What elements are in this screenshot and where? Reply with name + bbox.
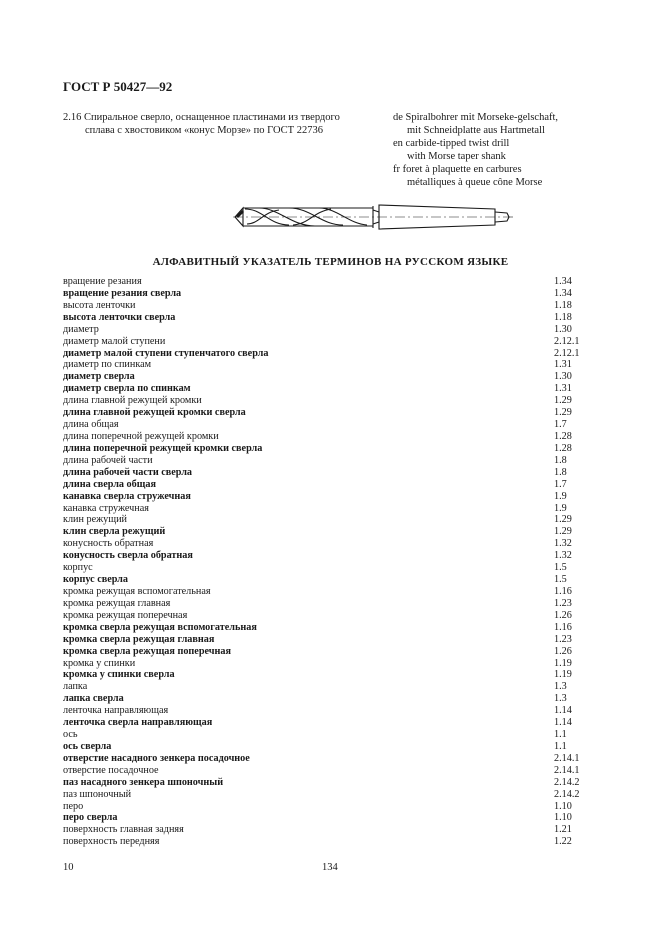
- index-term: канавка стружечная: [63, 502, 149, 514]
- index-reference: 1.29: [554, 526, 572, 538]
- index-entry: [63, 598, 593, 610]
- index-reference: 1.9: [554, 502, 567, 514]
- index-term: кромка сверла режущая поперечная: [63, 645, 231, 657]
- translation-line: fr foret à plaquette en carbures: [393, 164, 522, 175]
- index-reference: 1.8: [554, 454, 567, 466]
- index-reference: 2.14.1: [554, 752, 580, 764]
- index-reference: 1.18: [554, 299, 572, 311]
- index-term: диаметр малой ступени: [63, 335, 166, 347]
- index-term: длина рабочей части: [63, 454, 153, 466]
- index-reference: 1.32: [554, 550, 572, 562]
- index-reference: 1.1: [554, 740, 567, 752]
- index-term: отверстие насадного зенкера посадочное: [63, 752, 250, 764]
- index-term: длина главной режущей кромки: [63, 395, 202, 407]
- index-entry: [63, 419, 593, 431]
- index-term: длина главной режущей кромки сверла: [63, 407, 246, 419]
- index-reference: 1.28: [554, 430, 572, 442]
- index-entry: [63, 359, 593, 371]
- index-reference: 1.23: [554, 633, 572, 645]
- index-entry: [63, 491, 593, 503]
- footer-left-number: 10: [63, 862, 74, 873]
- index-reference: 1.7: [554, 419, 567, 431]
- document-header-title: ГОСТ Р 50427—92: [63, 79, 173, 94]
- index-term: кромка режущая вспомогательная: [63, 585, 211, 597]
- index-entry: [63, 717, 593, 729]
- term-entry-2-16: [63, 111, 383, 137]
- term-definition-line-2: сплава с хвостовиком «конус Морзе» по ГОСТ 22736: [85, 125, 323, 136]
- index-entry: [63, 276, 593, 288]
- index-entry: [63, 681, 593, 693]
- index-reference: 1.10: [554, 812, 572, 824]
- index-reference: 1.16: [554, 585, 572, 597]
- index-entry: [63, 383, 593, 395]
- index-entry: [63, 407, 593, 419]
- index-reference: 1.26: [554, 645, 572, 657]
- index-term: вращение резания сверла: [63, 287, 182, 299]
- index-reference: 1.29: [554, 514, 572, 526]
- index-reference: 1.19: [554, 657, 572, 669]
- index-term: длина поперечной режущей кромки: [63, 430, 219, 442]
- translation-line: en carbide-tipped twist drill: [393, 138, 510, 149]
- index-term: диаметр: [63, 323, 99, 335]
- index-entry: [63, 550, 593, 562]
- index-reference: 1.14: [554, 717, 572, 729]
- index-entry: [63, 467, 593, 479]
- translation-line: métalliques à queue cône Morse: [407, 177, 543, 188]
- index-reference: 1.8: [554, 466, 567, 478]
- term-definition-line-1: Спиральное сверло, оснащенное пластинами из твердого: [84, 112, 340, 123]
- index-reference: 1.28: [554, 442, 572, 454]
- index-reference: 1.3: [554, 693, 567, 705]
- index-entry: [63, 431, 593, 443]
- index-reference: 1.22: [554, 836, 572, 848]
- index-reference: 1.29: [554, 395, 572, 407]
- index-reference: 2.14.2: [554, 788, 580, 800]
- index-entry: [63, 324, 593, 336]
- index-reference: 1.26: [554, 609, 572, 621]
- index-reference: 1.18: [554, 311, 572, 323]
- index-term: перо: [63, 800, 84, 812]
- index-term: ось: [63, 729, 78, 741]
- term-number: 2.16: [63, 112, 82, 123]
- index-entry: [63, 395, 593, 407]
- index-entry: [63, 300, 593, 312]
- index-entry: [63, 503, 593, 515]
- index-term: ось сверла: [63, 740, 112, 752]
- index-term: диаметр малой ступени ступенчатого сверла: [63, 347, 269, 359]
- index-term: длина поперечной режущей кромки сверла: [63, 442, 263, 454]
- index-entry: [63, 765, 593, 777]
- index-reference: 1.1: [554, 729, 567, 741]
- index-term: конусность сверла обратная: [63, 550, 193, 562]
- index-entry: [63, 526, 593, 538]
- index-entry: [63, 801, 593, 813]
- index-entry: [63, 443, 593, 455]
- drill-illustration: [233, 196, 515, 238]
- term-entry-line-1: [63, 111, 383, 124]
- index-reference: 1.31: [554, 359, 572, 371]
- index-reference: 2.12.1: [554, 335, 580, 347]
- index-term: отверстие посадочное: [63, 764, 159, 776]
- index-entry: [63, 610, 593, 622]
- index-reference: 1.9: [554, 490, 567, 502]
- index-entry: [63, 538, 593, 550]
- index-term: длина рабочей части сверла: [63, 466, 193, 478]
- index-reference: 1.34: [554, 276, 572, 287]
- index-term: длина общая: [63, 419, 119, 431]
- index-term: перо сверла: [63, 812, 118, 824]
- alphabetical-index-heading: АЛФАВИТНЫЙ УКАЗАТЕЛЬ ТЕРМИНОВ НА РУССКОМ ЯЗЫКЕ: [152, 256, 509, 268]
- index-entry: [63, 622, 593, 634]
- index-entry: [63, 729, 593, 741]
- index-entry: [63, 824, 593, 836]
- index-term: клин сверла режущий: [63, 526, 166, 538]
- index-term: длина сверла общая: [63, 478, 156, 490]
- index-entry: [63, 693, 593, 705]
- index-entry: [63, 705, 593, 717]
- index-reference: 2.14.2: [554, 776, 580, 788]
- index-term: высота ленточки сверла: [63, 311, 176, 323]
- index-entry: [63, 288, 593, 300]
- index-term: ленточка сверла направляющая: [63, 717, 213, 729]
- index-entry: [63, 336, 593, 348]
- page-number: 134: [322, 862, 338, 873]
- index-term: кромка режущая поперечная: [63, 609, 188, 621]
- index-reference: 2.12.1: [554, 347, 580, 359]
- index-entry: [63, 836, 593, 848]
- index-term: кромка сверла режущая вспомогательная: [63, 621, 257, 633]
- index-term: поверхность главная задняя: [63, 824, 184, 836]
- index-entry: [63, 812, 593, 824]
- index-entry: [63, 586, 593, 598]
- index-reference: 1.5: [554, 574, 567, 586]
- index-reference: 1.30: [554, 371, 572, 383]
- index-term: лапка сверла: [63, 693, 124, 705]
- index-term: паз шпоночный: [63, 788, 132, 800]
- index-entry: [63, 741, 593, 753]
- index-term: кромка у спинки: [63, 657, 136, 669]
- index-term: диаметр по спинкам: [63, 359, 152, 371]
- index-term: кромка у спинки сверла: [63, 669, 175, 681]
- index-term: паз насадного зенкера шпоночный: [63, 776, 224, 788]
- index-entry: [63, 669, 593, 681]
- index-term: диаметр сверла: [63, 371, 135, 383]
- index-reference: 1.5: [554, 562, 567, 574]
- index-entry: [63, 348, 593, 360]
- index-reference: 1.19: [554, 669, 572, 681]
- index-reference: 1.34: [554, 287, 572, 299]
- index-reference: 2.14.1: [554, 764, 580, 776]
- index-term: лапка: [63, 681, 88, 693]
- index-term: корпус сверла: [63, 574, 128, 586]
- translation-line: with Morse taper shank: [407, 151, 506, 162]
- index-reference: 1.10: [554, 800, 572, 812]
- index-term: клин режущий: [63, 514, 127, 526]
- index-term: ленточка направляющая: [63, 705, 169, 717]
- index-reference: 1.7: [554, 478, 567, 490]
- index-entry: [63, 371, 593, 383]
- index-reference: 1.16: [554, 621, 572, 633]
- index-entry: [63, 789, 593, 801]
- index-term: корпус: [63, 562, 93, 574]
- index-term: вращение резания: [63, 276, 142, 287]
- index-entry: [63, 479, 593, 491]
- index-reference: 1.21: [554, 824, 572, 836]
- index-entry: [63, 514, 593, 526]
- index-entry: [63, 658, 593, 670]
- index-reference: 1.23: [554, 597, 572, 609]
- index-entry: [63, 562, 593, 574]
- index-term: конусность обратная: [63, 538, 154, 550]
- index-term: диаметр сверла по спинкам: [63, 383, 191, 395]
- index-term: поверхность передняя: [63, 836, 160, 848]
- index-reference: 1.14: [554, 705, 572, 717]
- index-entry: [63, 777, 593, 789]
- index-entry: [63, 753, 593, 765]
- index-reference: 1.32: [554, 538, 572, 550]
- index-entry: [63, 574, 593, 586]
- index-entry: [63, 312, 593, 324]
- index-entry: [63, 634, 593, 646]
- index-term: кромка режущая главная: [63, 597, 171, 609]
- index-entry: [63, 646, 593, 658]
- alphabetical-index-list: [63, 276, 593, 848]
- index-reference: 1.31: [554, 383, 572, 395]
- index-reference: 1.3: [554, 681, 567, 693]
- index-entry: [63, 455, 593, 467]
- index-reference: 1.30: [554, 323, 572, 335]
- foreign-equivalents: [393, 111, 603, 189]
- index-reference: 1.29: [554, 407, 572, 419]
- translation-line: mit Schneidplatte aus Hartmetall: [407, 125, 545, 136]
- index-term: высота ленточки: [63, 299, 136, 311]
- translation-line: de Spiralbohrer mit Morseke-gelschaft,: [393, 112, 559, 123]
- index-term: канавка сверла стружечная: [63, 490, 191, 502]
- index-term: кромка сверла режущая главная: [63, 633, 215, 645]
